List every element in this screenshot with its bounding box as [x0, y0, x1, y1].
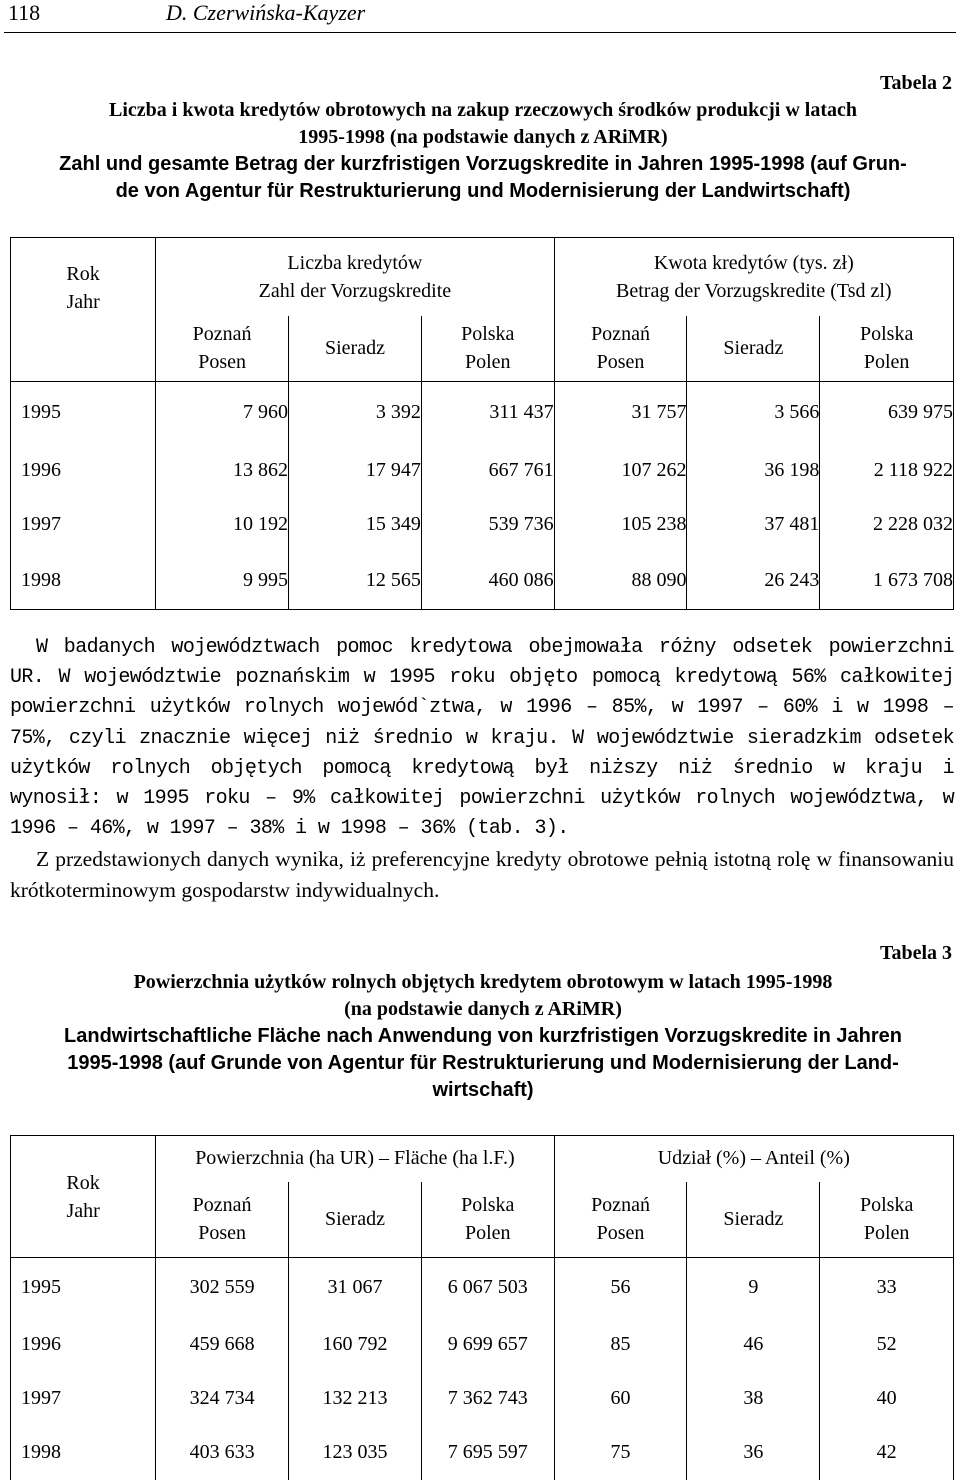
table2-group-count: Liczba kredytów Zahl der Vorzugskredite — [156, 238, 554, 316]
table2-group-amount: Kwota kredytów (tys. zł) Betrag der Vorzugskredite (Tsd zl) — [616, 251, 892, 302]
paragraph: Z przedstawionych danych wynika, iż preferencyjne kredyty obrotowe pełnią istotną rolę w finansowaniu krótkoterminowym gospodarstw indywidualnych. — [10, 847, 954, 902]
page-number: 118 — [8, 0, 41, 25]
table-row: 1995 302 559 31 067 6 067 503 56 9 33 — [11, 1258, 954, 1318]
page-header — [0, 0, 960, 34]
table3-sub-sieradz: Sieradz — [687, 1182, 820, 1258]
table2-caption — [14, 97, 952, 205]
table-row: 1997 10 192 15 349 539 736 105 238 37 481 2 228 032 — [11, 498, 954, 552]
header-rule — [4, 32, 956, 33]
table3-caption-pl-line: (na podstawie danych z ARiMR) — [344, 998, 622, 1020]
table2-caption-pl-line: 1995-1998 (na podstawie danych z ARiMR) — [298, 126, 668, 148]
table3-sub-poznan: Poznań Posen — [554, 1182, 687, 1258]
table2-sub-polska: Polska Polen — [820, 316, 954, 382]
table3-label: Tabela 3 — [879, 942, 952, 964]
table2 — [10, 237, 954, 610]
table3-caption-de-line: 1995-1998 (auf Grunde von Agentur für Restrukturierung und Modernisierung der Land- — [67, 1052, 899, 1074]
table2-caption-de-line: Zahl und gesamte Betrag der kurzfristigen Vorzugskredite in Jahren 1995-1998 (auf Grun- — [59, 153, 907, 175]
table3 — [10, 1135, 954, 1480]
running-head: D. Czerwińska-Kayzer — [166, 0, 366, 25]
table2-caption-pl-line: Liczba i kwota kredytów obrotowych na zakup rzeczowych środków produkcji w latach — [109, 99, 857, 121]
table-row: 1996 459 668 160 792 9 699 657 85 46 52 — [11, 1318, 954, 1372]
table-row: 1998 403 633 123 035 7 695 597 75 36 42 — [11, 1426, 954, 1480]
table3-year-header: Rok Jahr — [11, 1136, 156, 1258]
table3-caption-de-line: wirtschaft) — [432, 1079, 534, 1101]
table2-sub-polska: Polska Polen — [421, 316, 554, 382]
table3-sub-poznan: Poznań Posen — [156, 1182, 289, 1258]
table3-sub-sieradz: Sieradz — [289, 1182, 422, 1258]
body-text — [10, 633, 954, 905]
table3-group-area: Powierzchnia (ha UR) – Fläche (ha l.F.) — [156, 1136, 554, 1182]
paragraph: W badanych województwach pomoc kredytowa obejmowała różny odsetek powierzchni UR. W województwie poznańskim w 1995 roku objęto pomocą kredytową 56% całkowitej powierzchni użytków rolnych wojewód`ztwa, w 1996 – 85%, w 1997 – 60% i w 1998 – 75%, czyli znacznie więcej niż średnio w kraju. W województwie sieradzkim odsetek użytków rolnych objętych pomocą kredytową był niższy niż średnio w kraju i wynosił: w 1995 roku – 9% całkowitej powierzchni użytków rolnych województwa, w 1996 – 46%, w 1997 – 38% i w 1998 – 36% (tab. 3). — [10, 636, 954, 841]
table2-year-header: Rok Jahr — [11, 238, 156, 382]
table2-caption-de-line: de von Agentur für Restrukturierung und Modernisierung der Landwirtschaft) — [115, 180, 851, 202]
table2-sub-poznan: Poznań Posen — [156, 316, 289, 382]
table3-sub-polska: Polska Polen — [421, 1182, 554, 1258]
table2-label: Tabela 2 — [879, 72, 952, 94]
table3-sub-polska: Polska Polen — [820, 1182, 954, 1258]
table2-sub-poznan: Poznań Posen — [554, 316, 687, 382]
table-row: 1997 324 734 132 213 7 362 743 60 38 40 — [11, 1372, 954, 1426]
table-row: 1996 13 862 17 947 667 761 107 262 36 198 2 118 922 — [11, 444, 954, 498]
table-row: 1995 7 960 3 392 311 437 31 757 3 566 639 975 — [11, 382, 954, 444]
table3-group-share: Udział (%) – Anteil (%) — [657, 1147, 850, 1170]
table3-caption-pl-line: Powierzchnia użytków rolnych objętych kredytem obrotowym w latach 1995-1998 — [133, 971, 833, 993]
table2-sub-sieradz: Sieradz — [687, 316, 820, 382]
table2-sub-sieradz: Sieradz — [289, 316, 422, 382]
table-row: 1998 9 995 12 565 460 086 88 090 26 243 1 673 708 — [11, 552, 954, 610]
table3-caption-de-line: Landwirtschaftliche Fläche nach Anwendung von kurzfristigen Vorzugskredite in Jahren — [64, 1025, 902, 1047]
table3-caption — [14, 969, 952, 1104]
